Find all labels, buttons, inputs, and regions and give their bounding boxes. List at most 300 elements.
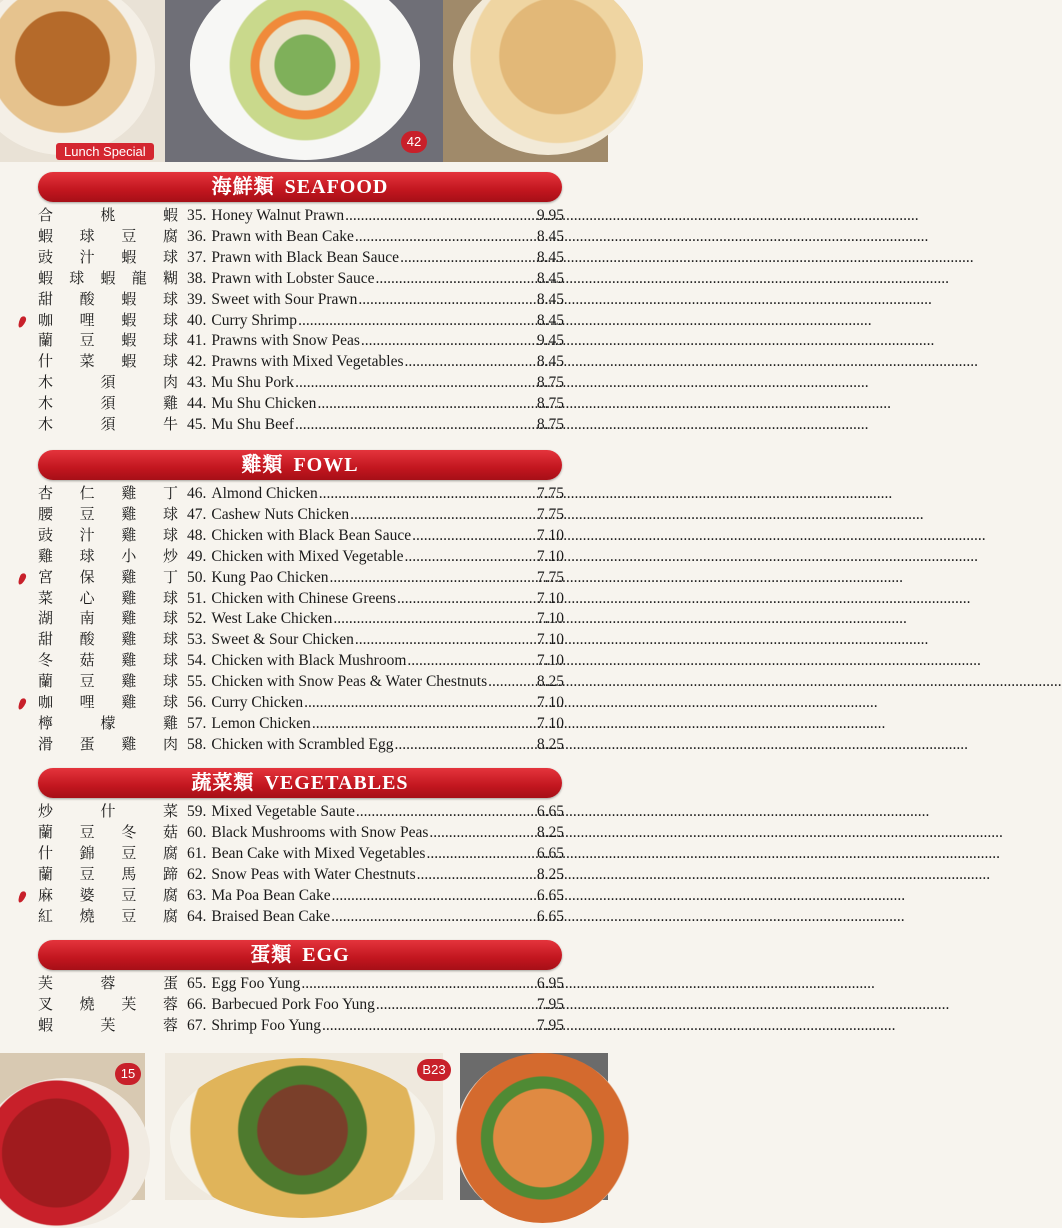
- section-header: [38, 450, 562, 480]
- item-label: [187, 330, 533, 351]
- item-name-zh-char: 菇: [79, 651, 95, 670]
- item-name-zh: [38, 671, 178, 692]
- section-title-en: EGG: [302, 944, 350, 966]
- menu-item: [0, 864, 608, 885]
- item-name-zh-char: 燒: [79, 906, 95, 925]
- dot-leader: [295, 414, 869, 435]
- item-name-zh-char: 酸: [79, 289, 95, 308]
- photo-lunch-special: [0, 0, 165, 162]
- item-price: 8.75: [536, 374, 564, 392]
- section-title-en: SEAFOOD: [284, 176, 389, 198]
- item-name-zh-char: 蘭: [38, 331, 54, 350]
- item-name-zh: [38, 330, 178, 351]
- item-name-zh-char: 合: [38, 206, 54, 224]
- item-name-en: Chicken with Scrambled Egg: [211, 735, 394, 753]
- item-name-zh-char: 球: [162, 289, 178, 308]
- item-number: 58.: [187, 735, 207, 753]
- dot-leader: [417, 864, 991, 885]
- item-name-zh-char: 紅: [38, 906, 54, 925]
- item-name-zh-char: 保: [79, 567, 95, 586]
- item-number: 38.: [187, 269, 207, 287]
- item-name-zh-char: 球: [162, 672, 178, 691]
- item-price: 8.45: [536, 311, 564, 329]
- item-name-en: Mu Shu Pork: [211, 374, 295, 392]
- menu-item: [0, 268, 608, 289]
- menu-item: [0, 483, 608, 504]
- section-header: [38, 768, 562, 798]
- item-number: 50.: [187, 568, 207, 586]
- item-name-zh: [38, 289, 178, 310]
- item-label: [187, 906, 533, 927]
- item-number: 59.: [187, 803, 207, 820]
- item-name-zh: [38, 414, 178, 435]
- dot-leader: [400, 247, 974, 268]
- item-number: 43.: [187, 374, 207, 392]
- item-label: [187, 372, 533, 393]
- item-name-en: Sweet with Sour Prawn: [211, 290, 358, 308]
- item-label: [187, 822, 533, 843]
- item-name-en: Curry Chicken: [211, 694, 304, 711]
- item-name-zh-char: 菜: [38, 588, 54, 607]
- item-name-zh-char: 腐: [162, 843, 178, 862]
- item-number: 62.: [187, 865, 207, 883]
- dot-leader: [488, 671, 1062, 692]
- item-name-en: Prawns with Snow Peas: [211, 332, 360, 350]
- item-number: 61.: [187, 844, 207, 862]
- item-number: 53.: [187, 631, 207, 649]
- item-name-zh-char: 牛: [162, 415, 178, 433]
- item-number: 65.: [187, 975, 207, 992]
- chili-pepper-icon: [17, 315, 28, 328]
- item-name-zh: [38, 268, 178, 289]
- item-name-en: Barbecued Pork Foo Yung: [211, 995, 375, 1013]
- dot-leader: [426, 843, 1000, 864]
- item-number: 56.: [187, 694, 207, 711]
- item-name-zh-char: 蝦: [121, 310, 137, 329]
- item-name-zh-char: 蝦: [38, 226, 54, 245]
- item-number: 51.: [187, 589, 207, 607]
- menu-item: [0, 822, 608, 843]
- item-label: [187, 1015, 533, 1036]
- item-name-zh-char: 球: [162, 630, 178, 649]
- menu-item: [0, 973, 608, 994]
- item-price: 7.10: [536, 694, 564, 711]
- photo-chow-mein: [165, 1053, 446, 1200]
- menu-item: [0, 885, 608, 906]
- item-name-zh-char: 豉: [38, 525, 54, 544]
- item-number: 45.: [187, 416, 207, 433]
- item-name-zh-char: 雞: [121, 630, 137, 649]
- item-name-zh-char: 冬: [121, 822, 137, 841]
- item-name-zh-char: 豆: [121, 885, 137, 904]
- item-name-zh-char: 桃: [100, 206, 116, 224]
- item-name-zh-char: 雞: [121, 504, 137, 523]
- item-name-zh-char: 雞: [121, 672, 137, 691]
- item-number: 60.: [187, 823, 207, 841]
- menu-item: [0, 372, 608, 393]
- section-header: [38, 172, 562, 202]
- item-label: [187, 588, 533, 609]
- item-name-zh-char: 木: [38, 415, 54, 433]
- item-price: 6.65: [536, 803, 564, 820]
- item-name-zh-char: 球: [162, 693, 178, 711]
- item-label: [187, 885, 533, 906]
- menu-item: [0, 525, 608, 546]
- menu-item: [0, 567, 608, 588]
- item-name-zh: [38, 226, 178, 247]
- item-name-zh: [38, 504, 178, 525]
- dot-leader: [329, 567, 903, 588]
- item-name-zh-char: 豆: [79, 822, 95, 841]
- menu-item: [0, 247, 608, 268]
- item-label: [187, 692, 533, 713]
- lunch-special-tag: Lunch Special: [56, 143, 154, 160]
- menu-item: [0, 801, 608, 822]
- item-name-en: Mu Shu Chicken: [211, 395, 317, 413]
- item-name-en: Mixed Vegetable Saute: [211, 803, 355, 820]
- item-name-zh: [38, 351, 178, 372]
- item-name-zh-char: 豆: [79, 864, 95, 883]
- item-name-en: Egg Foo Yung: [211, 975, 301, 992]
- dot-leader: [298, 310, 872, 331]
- item-name-zh-char: 糊: [162, 268, 178, 287]
- item-name-zh-char: 球: [162, 310, 178, 329]
- item-name-zh: [38, 713, 178, 734]
- item-label: [187, 525, 533, 546]
- item-name-zh-char: 酸: [79, 630, 95, 649]
- item-name-en: Ma Poa Bean Cake: [211, 886, 331, 904]
- menu-item: [0, 330, 608, 351]
- menu-item: [0, 843, 608, 864]
- item-name-zh-char: 叉: [38, 994, 54, 1013]
- item-name-zh: [38, 629, 178, 650]
- section-title-zh: 雞類: [241, 454, 284, 476]
- menu-item: [0, 713, 608, 734]
- dot-leader: [356, 801, 930, 822]
- item-name-zh: [38, 692, 178, 713]
- item-name-zh-char: 球: [162, 651, 178, 670]
- dot-leader: [322, 1015, 896, 1036]
- item-name-zh-char: 木: [38, 373, 54, 392]
- menu-item: [0, 588, 608, 609]
- section-header: [38, 940, 562, 970]
- item-name-zh-char: 腐: [162, 885, 178, 904]
- item-name-zh-char: 豆: [79, 672, 95, 691]
- item-name-zh-char: 須: [100, 415, 116, 433]
- item-name-zh-char: 龍: [131, 268, 147, 287]
- item-name-zh-char: 蘭: [38, 822, 54, 841]
- item-price: 7.75: [536, 505, 564, 523]
- item-name-zh-char: 球: [162, 504, 178, 523]
- section-title-zh: 蛋類: [250, 944, 293, 966]
- dot-leader: [405, 351, 979, 372]
- item-name-zh-char: 哩: [79, 310, 95, 329]
- item-name-zh-char: 甜: [38, 630, 54, 649]
- item-label: [187, 289, 533, 310]
- item-price: 7.10: [536, 652, 564, 670]
- item-label: [187, 671, 533, 692]
- photo-potstickers: [443, 0, 608, 162]
- item-name-zh: [38, 864, 178, 885]
- item-name-zh-char: 豆: [79, 504, 95, 523]
- item-price: 9.45: [536, 332, 564, 350]
- item-name-zh-char: 球: [79, 546, 95, 565]
- item-name-zh-char: 蝦: [38, 268, 54, 287]
- menu-item: [0, 310, 608, 331]
- item-name-zh: [38, 310, 178, 331]
- item-price: 8.45: [536, 269, 564, 287]
- item-name-en: Snow Peas with Water Chestnuts: [211, 865, 416, 883]
- item-price: 7.10: [536, 526, 564, 544]
- dot-leader: [295, 372, 869, 393]
- item-name-zh-char: 雞: [121, 525, 137, 544]
- item-price: 6.65: [536, 844, 564, 862]
- item-price: 6.65: [536, 886, 564, 904]
- menu-item: [0, 546, 608, 567]
- item-label: [187, 205, 533, 226]
- item-number: 36.: [187, 227, 207, 245]
- item-name-zh-char: 菜: [79, 352, 95, 371]
- item-name-zh-char: 菜: [162, 802, 178, 820]
- item-label: [187, 546, 533, 567]
- item-name-zh-char: 杏: [38, 484, 54, 502]
- item-name-en: Sweet & Sour Chicken: [211, 631, 354, 649]
- item-name-zh-char: 雞: [121, 567, 137, 586]
- item-name-en: Chicken with Black Mushroom: [211, 652, 407, 670]
- photo-sweet-sour-pork: [0, 1053, 145, 1200]
- dot-leader: [429, 822, 1003, 843]
- item-name-zh-char: 雞: [121, 484, 137, 502]
- dot-leader: [333, 608, 907, 629]
- item-name-zh: [38, 843, 178, 864]
- item-number: 57.: [187, 714, 207, 732]
- item-label: [187, 483, 533, 504]
- item-name-zh-char: 蝦: [121, 352, 137, 371]
- menu-item: [0, 205, 608, 226]
- item-price: 8.75: [536, 395, 564, 413]
- item-name-zh-char: 湖: [38, 609, 54, 628]
- item-name-zh-char: 豉: [38, 247, 54, 266]
- dot-leader: [332, 885, 906, 906]
- item-label: [187, 247, 533, 268]
- item-name-zh-char: 肉: [162, 734, 178, 753]
- item-label: [187, 268, 533, 289]
- item-label: [187, 843, 533, 864]
- item-name-zh-char: 蝦: [121, 289, 137, 308]
- item-label: [187, 567, 533, 588]
- menu-item: [0, 692, 608, 713]
- item-name-zh-char: 腐: [162, 906, 178, 925]
- item-number: 55.: [187, 673, 207, 691]
- item-price: 7.75: [536, 485, 564, 502]
- dot-leader: [331, 906, 905, 927]
- item-name-zh-char: 蓉: [162, 1015, 178, 1034]
- menu-item: [0, 414, 608, 435]
- item-name-en: Prawn with Lobster Sauce: [211, 269, 375, 287]
- item-name-zh-char: 球: [69, 268, 85, 287]
- item-name-zh: [38, 650, 178, 671]
- item-name-zh-char: 咖: [38, 693, 54, 711]
- item-price: 7.95: [536, 1016, 564, 1034]
- item-label: [187, 994, 533, 1015]
- item-name-zh-char: 菇: [162, 822, 178, 841]
- item-label: [187, 734, 533, 755]
- item-name-zh-char: 蝦: [121, 247, 137, 266]
- item-price: 8.25: [536, 673, 564, 691]
- item-name-zh-char: 什: [100, 802, 116, 820]
- item-number: 46.: [187, 485, 207, 502]
- item-name-zh-char: 雞: [162, 394, 178, 413]
- item-label: [187, 310, 533, 331]
- item-name-en: Prawn with Black Bean Sauce: [211, 248, 400, 266]
- item-name-zh-char: 什: [38, 843, 54, 862]
- item-name-zh-char: 芙: [121, 994, 137, 1013]
- item-name-en: Chicken with Mixed Vegetable: [211, 547, 404, 565]
- menu-item: [0, 650, 608, 671]
- item-price: 8.75: [536, 416, 564, 433]
- item-name-zh-char: 蝦: [121, 331, 137, 350]
- dot-leader: [345, 205, 919, 226]
- item-price: 9.95: [536, 207, 564, 224]
- item-name-zh-char: 雞: [121, 651, 137, 670]
- item-name-en: Cashew Nuts Chicken: [211, 505, 350, 523]
- dot-leader: [394, 734, 968, 755]
- item-name-zh-char: 馬: [121, 864, 137, 883]
- item-name-zh: [38, 588, 178, 609]
- item-name-zh-char: 炒: [38, 802, 54, 820]
- item-label: [187, 393, 533, 414]
- menu-item: [0, 994, 608, 1015]
- item-name-zh: [38, 801, 178, 822]
- item-name-en: Chicken with Snow Peas & Water Chestnuts: [211, 673, 488, 691]
- item-name-zh-char: 蝦: [38, 1015, 54, 1034]
- menu-item: [0, 351, 608, 372]
- item-number: 64.: [187, 907, 207, 925]
- dot-leader: [412, 525, 986, 546]
- item-number: 44.: [187, 395, 207, 413]
- item-name-zh: [38, 546, 178, 567]
- item-label: [187, 973, 533, 994]
- item-name-zh-char: 豆: [121, 843, 137, 862]
- dot-leader: [317, 393, 891, 414]
- item-name-zh: [38, 205, 178, 226]
- item-name-zh-char: 蹄: [162, 864, 178, 883]
- item-name-zh-char: 蓉: [100, 974, 116, 992]
- item-name-en: Kung Pao Chicken: [211, 568, 329, 586]
- menu-item: [0, 671, 608, 692]
- item-name-zh-char: 木: [38, 394, 54, 413]
- menu-item: [0, 608, 608, 629]
- item-name-zh-char: 小: [121, 546, 137, 565]
- item-number: 52.: [187, 610, 207, 628]
- item-name-zh-char: 蘭: [38, 672, 54, 691]
- item-price: 8.45: [536, 248, 564, 266]
- item-name-zh-char: 球: [162, 525, 178, 544]
- item-name-zh-char: 球: [162, 588, 178, 607]
- item-price: 7.10: [536, 547, 564, 565]
- item-name-zh-char: 檸: [38, 713, 54, 732]
- item-name-zh-char: 滑: [38, 734, 54, 753]
- item-name-zh-char: 冬: [38, 651, 54, 670]
- item-name-zh-char: 腰: [38, 504, 54, 523]
- item-name-zh: [38, 567, 178, 588]
- item-name-zh-char: 雞: [121, 609, 137, 628]
- dot-leader: [376, 994, 950, 1015]
- item-label: [187, 504, 533, 525]
- dot-leader: [355, 629, 929, 650]
- item-name-zh-char: 咖: [38, 310, 54, 329]
- item-name-zh: [38, 734, 178, 755]
- item-label: [187, 650, 533, 671]
- item-name-zh-char: 球: [162, 247, 178, 266]
- item-name-en: West Lake Chicken: [211, 610, 333, 628]
- item-name-zh: [38, 973, 178, 994]
- item-label: [187, 351, 533, 372]
- menu-item: [0, 393, 608, 414]
- item-number: 48.: [187, 526, 207, 544]
- item-name-en: Honey Walnut Prawn: [211, 207, 345, 224]
- section-title-en: VEGETABLES: [264, 772, 409, 794]
- item-name-zh-char: 甜: [38, 289, 54, 308]
- item-label: [187, 608, 533, 629]
- item-name-zh-char: 什: [38, 352, 54, 371]
- dot-leader: [301, 973, 875, 994]
- dish-number-badge: B23: [417, 1059, 451, 1081]
- item-name-en: Chicken with Chinese Greens: [211, 589, 397, 607]
- item-label: [187, 629, 533, 650]
- item-name-zh: [38, 372, 178, 393]
- item-name-zh-char: 南: [79, 609, 95, 628]
- item-name-en: Lemon Chicken: [211, 714, 311, 732]
- photo-kung-pao: [460, 1053, 608, 1200]
- menu-item: [0, 504, 608, 525]
- item-name-zh-char: 豆: [79, 331, 95, 350]
- item-name-zh-char: 汁: [79, 525, 95, 544]
- item-number: 35.: [187, 207, 207, 224]
- menu-item: [0, 734, 608, 755]
- item-name-zh: [38, 1015, 178, 1036]
- item-number: 49.: [187, 547, 207, 565]
- item-price: 7.10: [536, 589, 564, 607]
- section-title-en: FOWL: [293, 454, 359, 476]
- item-number: 39.: [187, 290, 207, 308]
- item-name-zh-char: 須: [100, 394, 116, 413]
- item-name-en: Almond Chicken: [211, 485, 318, 502]
- item-name-en: Chicken with Black Bean Sauce: [211, 526, 412, 544]
- item-name-zh-char: 球: [79, 226, 95, 245]
- menu-item: [0, 289, 608, 310]
- menu-item: [0, 629, 608, 650]
- item-name-zh-char: 心: [79, 588, 95, 607]
- dot-leader: [312, 713, 886, 734]
- item-price: 8.45: [536, 290, 564, 308]
- item-name-zh-char: 檬: [100, 713, 116, 732]
- item-name-zh-char: 蛋: [162, 974, 178, 992]
- item-name-zh-char: 宮: [38, 567, 54, 586]
- item-number: 67.: [187, 1016, 207, 1034]
- dish-number-badge: 42: [401, 131, 427, 153]
- item-price: 7.95: [536, 995, 564, 1013]
- dot-leader: [361, 330, 935, 351]
- item-name-zh-char: 哩: [79, 693, 95, 711]
- item-price: 7.10: [536, 610, 564, 628]
- dish-number-badge: 15: [115, 1063, 141, 1085]
- chili-pepper-icon: [17, 697, 28, 710]
- item-name-zh-char: 芙: [100, 1015, 116, 1034]
- item-name-zh-char: 須: [100, 373, 116, 392]
- item-name-zh-char: 蝦: [100, 268, 116, 287]
- item-name-zh: [38, 393, 178, 414]
